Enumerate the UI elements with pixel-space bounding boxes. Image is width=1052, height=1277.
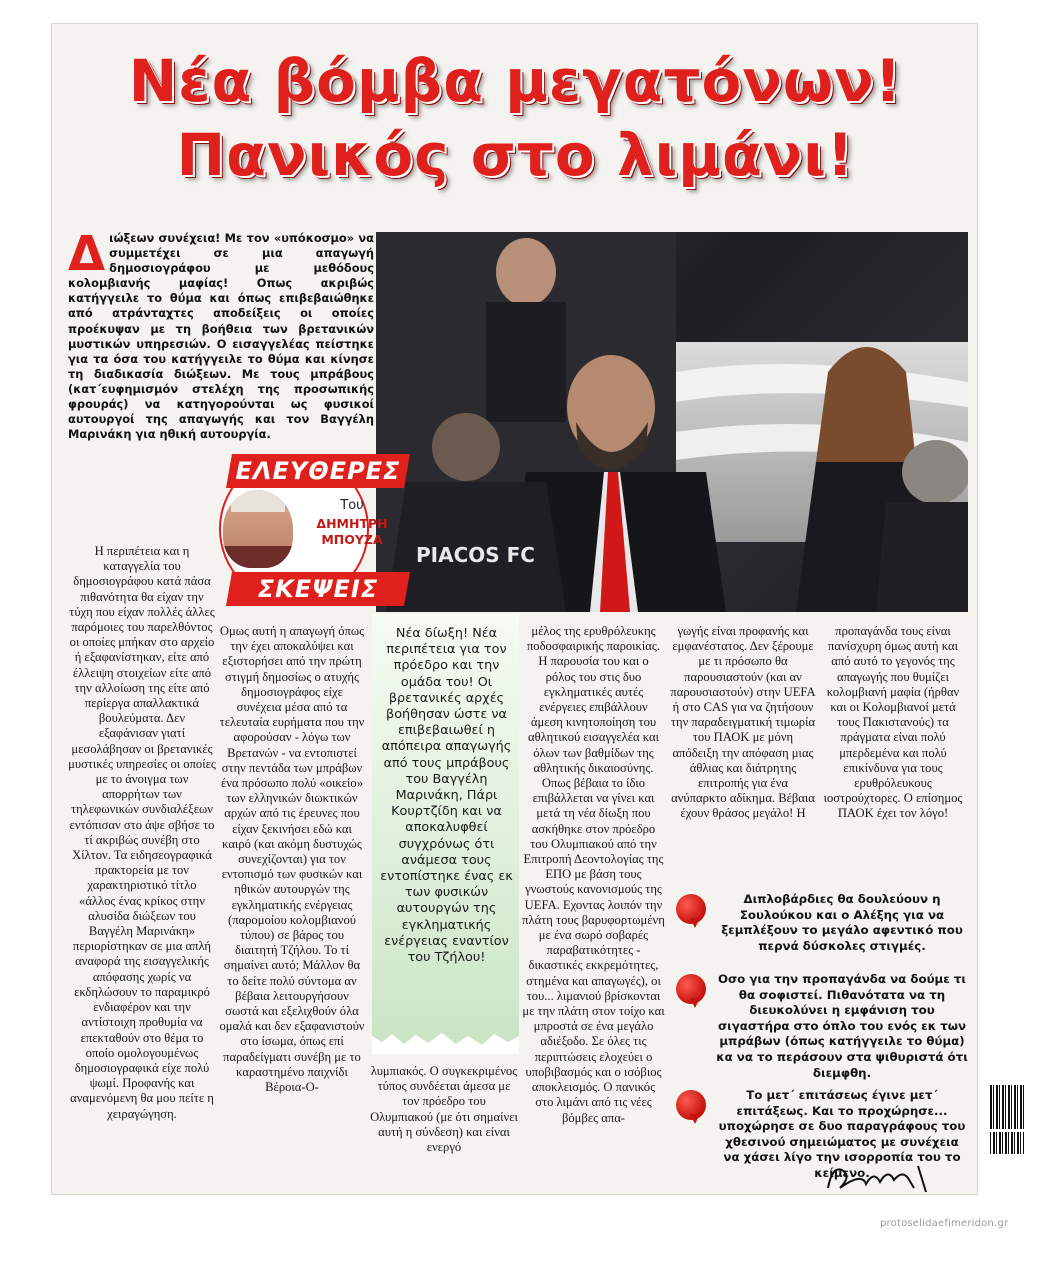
author-name-line-2: ΜΠΟΥΖΑ <box>321 532 383 547</box>
column-1-text: Η περιπέτεια και η καταγγελία του δημοσιογράφου κατά πάσα πιθανότητα θα είχαν την τύχη που είχαν πολλές άλλες παρόμοιες του παρελθόντος οι οποίες μπήκαν στο αρχείο ή εξαφανίστηκαν, είτε από έλλειψη στοιχείων είτε από την αλλοίωση της είτε από περίεργα απαλλακτικά βουλεύματα. Δεν εξαφάνισαν γιατί μεσολάβησαν οι βρετανικές μυστικές υπηρεσίες οι οποίες με το άνοιγμα των απορρήτων των τηλεφωνικών συνδιαλέξεων εντόπισαν στο άψε σβήσε το τί ακριβώς συνέβη στο Χίλτον. Τα ειδησεογραφικά πρακτορεία με τον χαρακτηριστικό τίτλο «άλλος ένας κρίκος στην αλυσίδα διώξεων του Βαγγέλη Μαρινάκη» περιορίστηκαν σε μια απλή αναφορά της εισαγγελικής απόφασης χωρίς να εκδηλώσουν το παραμικρό ενδιαφέρον και την αντίστοιχη προθυμία να επεκταθούν στο θέμα το οποίο ομολογουμένως δημοσιογραφικά είχε πολύ ψωμί. Προφανής και αναμενόμενη θα μου πείτε η χειραγώγηση. <box>68 544 216 1121</box>
newspaper-page <box>51 23 978 1195</box>
bullet-note-2 <box>676 972 968 1081</box>
column-badge <box>219 454 407 614</box>
body-column-1 <box>68 544 216 1122</box>
headline-line-1: Νέα βόμβα μεγατόνων! <box>128 47 903 115</box>
photo-scene <box>376 232 968 612</box>
body-column-3-bottom <box>370 1064 518 1155</box>
barcode <box>990 1085 1024 1129</box>
speech-bubble-icon <box>676 1090 706 1120</box>
lead-paragraph <box>68 226 374 442</box>
column-3-bottom-text: λυμπιακός. Ο συγκεκριμένος τύπος συνδέεται άμεσα με τον πρόεδρο του Ολυμπιακού (με ότι σημαίνει αυτή η σύνδεση) και είναι ενεργό <box>370 1064 518 1155</box>
column-6-text: προπαγάνδα τους είναι πανίσχυρη όμως αυτή και από αυτό το γεγονός της απαγωγής που θυμίζει κολομβιανή μαφία (ήρθαν και οι Κολομβιανοί μετά τους Πακιστανούς) τα πράγματα είναι πολύ μπερδεμένα και πολύ επικίνδυνα για τους ερυθρόλευκους ιοστρούχτορες. Ο επίσημος ΠΑΟΚ έχει τον λόγο! <box>823 624 963 821</box>
avatar-shirt <box>223 546 293 568</box>
body-column-6 <box>820 624 966 822</box>
body-column-2 <box>218 624 366 1095</box>
torn-edge-icon <box>372 1026 519 1054</box>
bullet-note-2-text: Οσο για την προπαγάνδα να δούμε τι θα σοφιστεί. Πιθανότατα να τη διευκολύνει η εμφάνιση του σιγαστήρα στο όπλο του ενός εκ των μπράβων (όπως κατήγγειλε το θύμα) κα να το περάσουν στα ψιθυριστά ότι διεμφθη. <box>716 972 968 1080</box>
body-column-5 <box>670 624 816 822</box>
speech-bubble-icon <box>676 894 706 924</box>
column-5-text: γωγής είναι προφανής και εμφανέστατος. Δεν ξέρουμε με τι πρόσωπο θα παρουσιαστούν (και αν παρουσιαστούν) στην UEFA ή στο CAS για να ζητήσουν την παραδειγματική τιμωρία του ΠΑΟΚ με μόνη απόδειξη την απόφαση μιας άθλιας και διάτρητης επιτροπής για ένα ανύπαρκτο αδίκημα. Βέβαια έχουν θράσος μεγάλο! Η <box>670 624 816 821</box>
source-watermark: protoselidaefimeridon.gr <box>880 1218 1009 1229</box>
callout-box <box>372 614 519 1054</box>
badge-title-bottom: ΣΚΕΨΕΙΣ <box>257 575 379 603</box>
body-column-4 <box>522 624 665 1126</box>
badge-title-top: ΕΛΕΥΘΕΡΕΣ <box>235 457 401 485</box>
speech-bubble-icon <box>676 974 706 1004</box>
avatar-hair <box>231 490 285 512</box>
author-avatar <box>223 490 293 568</box>
bullet-note-1 <box>676 892 968 954</box>
jersey-text: PIACOS FC <box>416 543 535 567</box>
author-name-line-1: ΔΗΜΗΤΡΗ <box>316 516 388 531</box>
author-name <box>299 516 405 548</box>
headline <box>52 44 978 192</box>
bullet-note-3-text: Το μετ΄ επιτάσεως έγινε μετ΄ επιτάξεως. Και το προχώρησε... υποχώρησε σε δυο παραγράφους του χθεσινού σημειώματος με συνέχεια να χάσει λίγο την ισορροπία του το κείμενο. <box>718 1088 966 1180</box>
article-photo <box>376 232 968 612</box>
lead-text: ιώξεων συνέχεια! Με τον «υπόκοσμο» να συμμετέχει σε μια απαγωγή δημοσιογράφου με μεθόδους κολομβιανής μαφίας! Οπως ακριβώς κατήγγειλε το θύμα και όπως επιβεβαιώθηκε από ατράνταχτες αποδείξεις οι οποίες προέκυψαν με τη βοήθεια των βρετανικών μυστικών υπηρεσιών. Ο εισαγγελέας πείστηκε για τα όσα του κατήγγειλε το θύμα και κίνησε τη διαδικασία διώξεων. Με τους μπράβους (κατ΄ευφημισμόν στελέχη της προσωπικής φρουράς) να κατηγορούνται ως φυσικοί αυτουργοί της απαγωγής και τον Βαγγέλη Μαρινάκη για ηθική αυτουργία. <box>68 231 374 442</box>
barcode-small <box>990 1132 1024 1154</box>
column-4-text: μέλος της ερυθρόλευκης ποδοσφαιρικής παροικίας. Η παρουσία του και ο ρόλος του στις δυο εγκληματικές αυτές ενέργειες επιβάλλουν άμεση κινητοποίηση του αθλητικού εισαγγελέα και όλων των βαθμίδων της αθλητικής δικαιοσύνης. Οπως βέβαια το ίδιο επιβάλλεται να γίνει και μετά τη νέα δίωξη που ασκήθηκε στον πρόεδρο του Ολυμπιακού από την Επιτροπή Δεοντολογίας της ΕΠΟ με βάση τους γνωστούς κανονισμούς της UEFA. Εχοντας λοιπόν την πλάτη τους βαρυφορτωμένη με ένα σωρό σοβαρές παραβατικότητες - δικαστικές εκκρεμότητες, στημένα και απαγωγές), οι του... λιμανιού βρίσκονται με την πλάτη στον τοίχο και μπροστά σε ένα μεγάλο αδιέξοδο. Σε όλες τις περιπτώσεις ελοχεύει ο υποβιβασμός και ο ισόβιος αποκλεισμός. Ο πανικός στο λιμάνι από τις νέες βόμβες απα- <box>522 624 665 1125</box>
column-2-text: Ομως αυτή η απαγωγή όπως την έχει αποκαλύψει και εξιστορήσει από την πρώτη στιγμή δημοσίως ο ατυχής δημοσιογράφος είχε συνέχεια μέσα από τα τελευταία ευρήματα που την αφορούσαν - λόγω των Βρετανών - να εντοπιστεί στην πεντάδα των μπράβων ένα πρόσωπο πολύ «οικείο» των ελληνικών διωκτικών αρχών από τις έρευνες που είχαν ξεκινήσει εδώ και καιρό (και ακόμη δυστυχώς συνεχίζονται) για τον εντοπισμό των φυσικών και ηθικών αυτουργών της εγκληματικής ενέργειας (παρομοίου κολομβιανού τύπου) σε βάρος του διαιτητή Τζήλου. Το τί σημαίνει αυτό; Μάλλον θα το δείτε πολύ σύντομα αν βέβαια λειτουργήσουν σωστά και εξελιχθούν όλα ομαλά και δεν εξαφανιστούν στο ίσωμα, όπως επί παραδείγματι συνέβη με το καραστημένο παιχνίδι Βέροια-Ο- <box>219 624 365 1095</box>
byline-prefix: Του <box>340 498 364 513</box>
drop-cap: Δ <box>68 226 106 282</box>
callout-text: Νέα δίωξη! Νέα περιπέτεια για τον πρόεδρο και την ομάδα του! Οι βρετανικές αρχές βοήθησαν ώστε να επιβεβαιωθεί η απόπειρα απαγωγής από τους μπράβους του Βαγγέλη Μαρινάκη, Πάρι Κουρτζίδη και να αποκαλυφθεί συγχρόνως ότι ανάμεσα τους εντοπίστηκε ένας εκ των φυσικών αυτουργών της εγκληματικής ενέργειας εναντίον του Τζήλου! <box>380 626 513 966</box>
author-signature <box>822 1158 942 1195</box>
headline-line-2: Πανικός στο λιμάνι! <box>176 121 855 189</box>
bullet-note-1-text: Διπλοβάρδιες θα δουλεύουν η Σουλούκου και ο Αλέξης για να ξεμπλέξουν το μεγάλο αφεντικό που περνά δύσκολες στιγμές. <box>721 892 963 953</box>
